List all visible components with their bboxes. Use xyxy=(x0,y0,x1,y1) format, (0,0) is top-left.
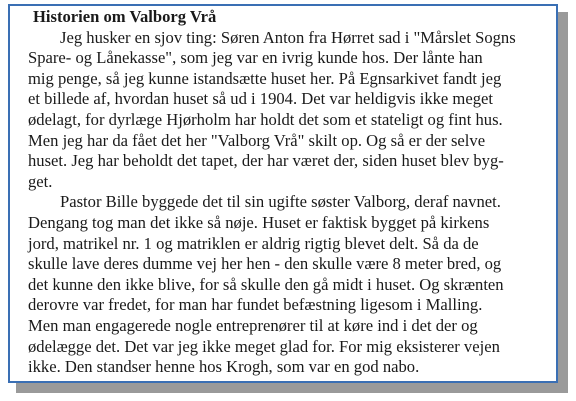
text-line: Pastor Bille byggede det til sin ugifte søster Valborg, deraf navnet. xyxy=(60,192,501,212)
text-line: Dengang tog man det ikke så nøje. Huset er faktisk bygget på kirkens xyxy=(28,212,490,232)
text-line: Men man engagerede nogle entreprenører til at køre ind i det der og xyxy=(28,315,478,335)
text-line: jord, matrikel nr. 1 og matriklen er aldrig rigtig blevet delt. Så da de xyxy=(28,233,479,253)
text-line: mig penge, så jeg kunne istandsætte huset her. På Egnsarkivet fandt jeg xyxy=(28,68,502,88)
text-line: skulle lave deres dumme vej her hen - den skulle være 8 meter bred, og xyxy=(28,254,502,274)
text-line: ødelagt, for dyrlæge Hjørholm har holdt det som et stateligt og fint hus. xyxy=(28,109,503,129)
article-title: Historien om Valborg Vrå xyxy=(33,7,217,26)
text-line: derovre var fredet, for man har fundet befæstning ligesom i Malling. xyxy=(28,295,483,315)
text-line: det kunne den ikke blive, for så skulle den gå midt i huset. Og skrænten xyxy=(28,274,504,294)
text-line: Jeg husker en sjov ting: Søren Anton fra Hørret sad i "Mårslet Sogns xyxy=(60,27,516,47)
article xyxy=(28,7,540,378)
text-line: huset. Jeg har beholdt det tapet, der har været der, siden huset blev byg- xyxy=(28,151,504,171)
text-line: ikke. Den standser henne hos Krogh, som var en god nabo. xyxy=(28,357,420,377)
text-line: Spare- og Lånekasse", som jeg var en ivrig kunde hos. Der lånte han xyxy=(28,48,483,68)
text-line: Men jeg har da fået det her "Valborg Vrå" skilt op. Og så er der selve xyxy=(28,130,486,150)
article-paragraph-2 xyxy=(28,192,540,377)
text-line: et billede af, hvordan huset så ud i 1904. Det var heldigvis ikke meget xyxy=(28,89,493,109)
text-line: get. xyxy=(28,171,53,191)
article-paragraph-1 xyxy=(28,28,540,193)
text-line: ødelægge det. Det var jeg ikke meget glad for. For mig eksisterer vejen xyxy=(28,336,500,356)
